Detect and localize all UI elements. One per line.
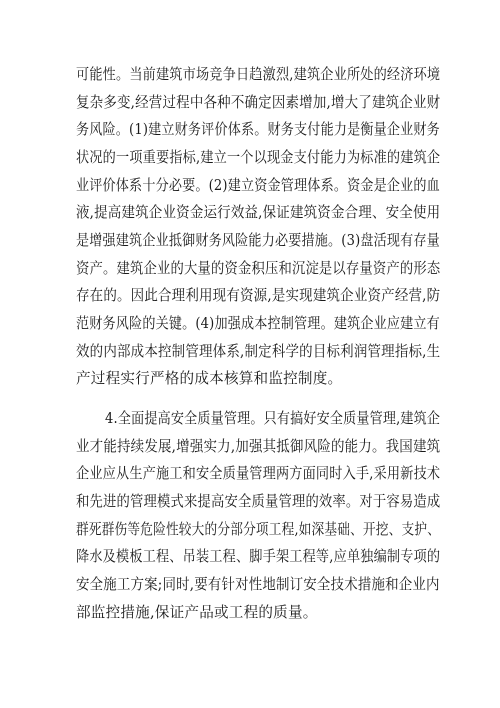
paragraph-1-line-2: 复杂多变,经营过程中各种不确定因素增加,增大了建筑企业财 [76,94,441,111]
paragraph-1-line-11: 效的内部成本控制管理体系,制定科学的目标利润管理指标,生 [76,343,441,360]
paragraph-1-line-3: 务风险。(1)建立财务评价体系。财务支付能力是衡量企业财务 [76,121,440,138]
paragraph-1-line-9: 存在的。因此合理利用现有资源,是实现建筑企业资产经营,防 [76,287,441,304]
paragraph-2-line-4: 和先进的管理模式来提高安全质量管理的效率。对于容易造成 [76,493,441,510]
paragraph-1-line-10: 范财务风险的关键。(4)加强成本控制管理。建筑企业应建立有 [76,315,440,332]
paragraph-1-line-12: 产过程实行严格的成本核算和监控制度。 [76,370,343,387]
paragraph-2-line-6: 降水及模板工程、吊装工程、脚手架工程等,应单独编制专项的 [76,548,441,565]
paragraph-1-line-4: 状况的一项重要指标,建立一个以现金支付能力为标准的建筑企 [76,149,441,166]
paragraph-1-line-1: 可能性。当前建筑市场竞争日趋激烈,建筑企业所处的经济环境 [76,66,441,83]
paragraph-2-line-3: 企业应从生产施工和安全质量管理两方面同时入手,采用新技术 [76,465,441,482]
paragraph-2-line-2: 业才能持续发展,增强实力,加强其抵御风险的能力。我国建筑 [76,438,441,455]
paragraph-1-line-6: 液,提高建筑企业资金运行效益,保证建筑资金合理、安全使用 [76,204,441,221]
paragraph-2-line-8: 部监控措施,保证产品或工程的质量。 [76,604,318,621]
paragraph-2-line-5: 群死群伤等危险性较大的分部分项工程,如深基础、开挖、支护、 [76,521,441,538]
paragraph-2-line-7: 安全施工方案;同时,要有针对性地制订安全技术措施和企业内 [76,576,440,593]
paragraph-1-line-5: 业评价体系十分必要。(2)建立资金管理体系。资金是企业的血 [76,177,440,194]
paragraph-2-line-1: 4.全面提高安全质量管理。只有搞好安全质量管理,建筑企 [105,410,441,427]
paragraph-1-line-8: 资产。建筑企业的大量的资金积压和沉淀是以存量资产的形态 [76,260,441,277]
paragraph-1-line-7: 是增强建筑企业抵御财务风险能力必要措施。(3)盘活现有存量 [76,232,440,249]
